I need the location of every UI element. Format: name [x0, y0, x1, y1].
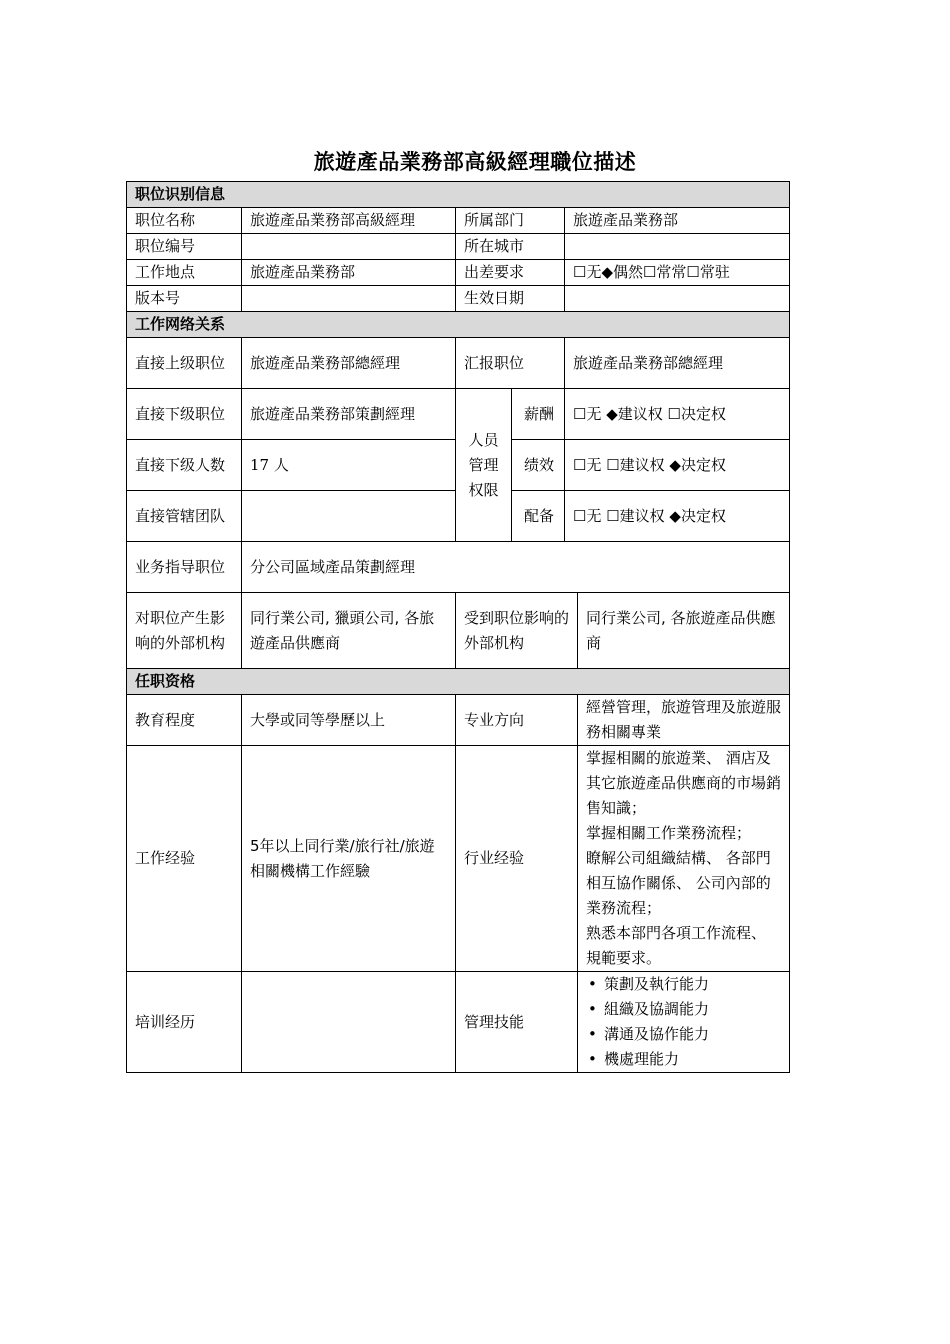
section-row-identification: [127, 182, 790, 208]
major-value: 經營管理，旅遊管理及旅遊服務相關專業: [578, 695, 790, 746]
department-label: 所属部门: [456, 208, 565, 234]
skills-list: [586, 972, 781, 1072]
row-education: [127, 695, 790, 746]
section-header-qualification: 任职资格: [127, 669, 790, 695]
superior-label: 直接上级职位: [127, 338, 242, 389]
row-experience: [127, 746, 790, 972]
city-label: 所在城市: [456, 234, 565, 260]
staffing-value: ☐无 ☐建议权 ◆决定权: [565, 491, 790, 542]
effective-date-value: [565, 286, 790, 312]
row-training: [127, 972, 790, 1073]
influenced-value: 同行業公司, 各旅遊產品供應商: [578, 593, 790, 669]
row-position-name: [127, 208, 790, 234]
section-row-network: [127, 312, 790, 338]
skills-cell: [578, 972, 790, 1073]
version-value: [242, 286, 456, 312]
subordinate-label: 直接下级职位: [127, 389, 242, 440]
row-guidance: [127, 542, 790, 593]
guidance-value: 分公司區域產品策劃經理: [242, 542, 790, 593]
travel-value: ☐无◆偶然☐常常☐常驻: [565, 260, 790, 286]
row-subordinate: [127, 389, 790, 440]
section-row-qualification: [127, 669, 790, 695]
report-value: 旅遊產品業務部總經理: [565, 338, 790, 389]
major-label: 专业方向: [456, 695, 578, 746]
team-label: 直接管辖团队: [127, 491, 242, 542]
performance-value: ☐无 ☐建议权 ◆决定权: [565, 440, 790, 491]
external-influence-value: 同行業公司, 獵頭公司, 各旅遊產品供應商: [242, 593, 456, 669]
row-position-code: [127, 234, 790, 260]
version-label: 版本号: [127, 286, 242, 312]
workplace-label: 工作地点: [127, 260, 242, 286]
salary-value: ☐无 ◆建议权 ☐决定权: [565, 389, 790, 440]
salary-label: 薪酬: [512, 389, 565, 440]
section-header-network: 工作网络关系: [127, 312, 790, 338]
section-header-identification: 职位识别信息: [127, 182, 790, 208]
authority-label: 人员 管理 权限: [456, 389, 512, 542]
row-external-influence: [127, 593, 790, 669]
industry-value: 掌握相關的旅遊業、 酒店及其它旅遊產品供應商的市場銷售知識； 掌握相關工作業務流程； 瞭解公司組織結構、 各部門相互協作關係、 公司內部的業務流程； 熟悉本部門各項工作流程、 規範要求。: [578, 746, 790, 972]
position-name-value: 旅遊產品業務部高級經理: [242, 208, 456, 234]
industry-label: 行业经验: [456, 746, 578, 972]
department-value: 旅遊產品業務部: [565, 208, 790, 234]
headcount-label: 直接下级人数: [127, 440, 242, 491]
travel-label: 出差要求: [456, 260, 565, 286]
position-code-value: [242, 234, 456, 260]
job-description-table: [126, 181, 790, 1073]
guidance-label: 业务指导职位: [127, 542, 242, 593]
training-value: [242, 972, 456, 1073]
effective-date-label: 生效日期: [456, 286, 565, 312]
document-title: 旅遊產品業務部高級經理職位描述: [313, 150, 637, 174]
report-label: 汇报职位: [456, 338, 565, 389]
subordinate-value: 旅遊產品業務部策劃經理: [242, 389, 456, 440]
staffing-label: 配备: [512, 491, 565, 542]
influenced-label: 受到职位影响的外部机构: [456, 593, 578, 669]
city-value: [565, 234, 790, 260]
skill-item: • 策劃及執行能力: [586, 972, 781, 997]
workplace-value: 旅遊產品業務部: [242, 260, 456, 286]
education-label: 教育程度: [127, 695, 242, 746]
skills-label: 管理技能: [456, 972, 578, 1073]
performance-label: 绩效: [512, 440, 565, 491]
skill-item: • 組織及協調能力: [586, 997, 781, 1022]
row-workplace: [127, 260, 790, 286]
external-influence-label: 对职位产生影响的外部机构: [127, 593, 242, 669]
position-name-label: 职位名称: [127, 208, 242, 234]
skill-item: • 機處理能力: [586, 1047, 781, 1072]
headcount-value: 17 人: [242, 440, 456, 491]
skill-item: • 溝通及協作能力: [586, 1022, 781, 1047]
row-version: [127, 286, 790, 312]
row-superior: [127, 338, 790, 389]
team-value: [242, 491, 456, 542]
experience-value: 5年以上同行業/旅行社/旅遊相關機構工作經驗: [242, 746, 456, 972]
training-label: 培训经历: [127, 972, 242, 1073]
position-code-label: 职位编号: [127, 234, 242, 260]
superior-value: 旅遊產品業務部總經理: [242, 338, 456, 389]
education-value: 大學或同等學歷以上: [242, 695, 456, 746]
experience-label: 工作经验: [127, 746, 242, 972]
job-description-table-frame: [126, 181, 789, 1072]
